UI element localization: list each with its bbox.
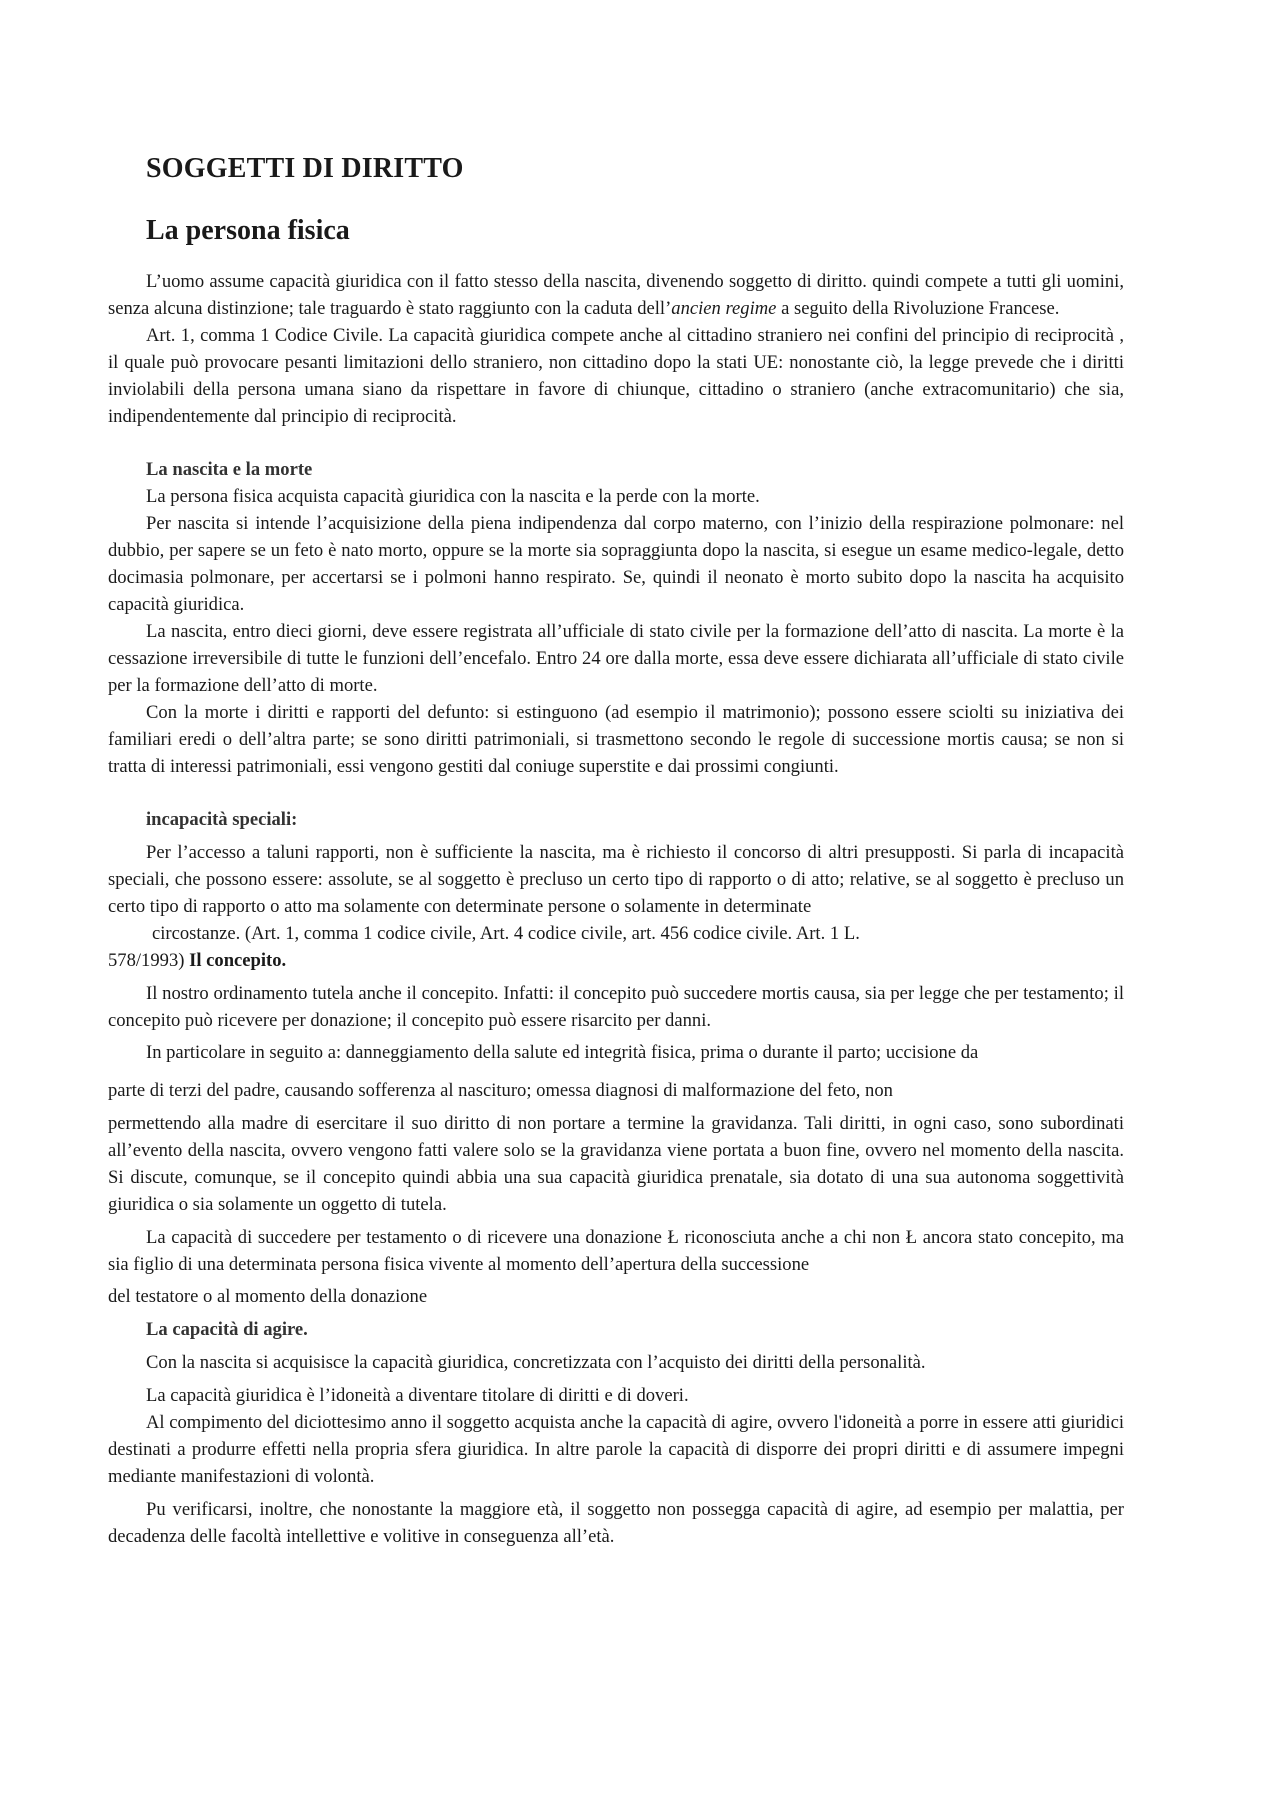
intro-emphasis: ancien regime [671, 298, 777, 319]
section-title: La persona fisica [146, 215, 350, 246]
heading-incapacita: incapacità speciali: [146, 809, 298, 830]
nascita-paragraph-1: La persona fisica acquista capacità giuridica con la nascita e la perde con la morte. [146, 486, 760, 507]
heading-concepito: Il concepito. [189, 950, 287, 971]
heading-nascita: La nascita e la morte [146, 459, 313, 480]
nascita-paragraph-2: Per nascita si intende l’acquisizione della piena indipendenza dal corpo materno, con l’inizio della respirazione polmonare: nel dubbio, per sapere se un feto è nato morto, oppure se la morte sia sopraggiunta dopo la nascita, si esegue un esame medico-legale, detto docimasia polmonare, per accertarsi se i polmoni hanno respirato. Se, quindi il neonato è morto subito dopo la nascita ha acquisito capacità giuridica. [108, 513, 1124, 615]
intro-paragraph-2: Art. 1, comma 1 Codice Civile. La capacità giuridica compete anche al cittadino straniero nei confini del principio di reciprocità , il quale può provocare pesanti limitazioni dello straniero, non cittadino dopo la stati UE: nonostante ciò, la legge prevede che i diritti inviolabili della persona umana siano da rispettare in favore di chiunque, cittadino o straniero (anche extracomunitario) che sia, indipendentemente dal principio di reciprocità. [108, 325, 1124, 427]
concepito-paragraph-1: Il nostro ordinamento tutela anche il concepito. Infatti: il concepito può succedere mortis causa, sia per legge che per testamento; il concepito può ricevere per donazione; il concepito può essere risarcito per danni. [108, 983, 1124, 1031]
agire-paragraph-1: Con la nascita si acquisisce la capacità giuridica, concretizzata con l’acquisto dei diritti della personalità. [146, 1352, 926, 1373]
concepito-line-1: In particolare in seguito a: danneggiamento della salute ed integrità fisica, prima o durante il parto; uccisione da [146, 1042, 979, 1063]
intro-text-a: L’uomo assume capacità giuridica con il fatto stesso della nascita, divenendo soggetto di diritto. quindi compete a tutti gli uomini, senza alcuna distinzione; tale traguardo è stato raggiunto con la caduta dell’ [108, 271, 1124, 319]
concepito-paragraph-3-last: del testatore o al momento della donazione [108, 1286, 428, 1307]
document-title: SOGGETTI DI DIRITTO [146, 153, 464, 184]
intro-text-b: a seguito della Rivoluzione Francese. [776, 298, 1060, 319]
incapacita-line-2 [108, 947, 1124, 974]
agire-paragraph-3: Al compimento del diciottesimo anno il soggetto acquista anche la capacità di agire, ovvero l'idoneità a porre in essere atti giuridici destinati a produrre effetti nella propria sfera giuridica. In altre parole la capacità di disporre dei propri diritti e di assumere impegni mediante manifestazioni di volontà. [108, 1412, 1124, 1487]
incapacita-paragraph-1: Per l’accesso a taluni rapporti, non è sufficiente la nascita, ma è richiesto il concorso di altri presupposti. Si parla di incapacità speciali, che possono essere: assolute, se al soggetto è precluso un certo tipo di rapporto o di atto; relative, se al soggetto è precluso un certo tipo di rapporto o atto ma solamente con determinate persone o solamente in determinate [108, 842, 1124, 917]
nascita-paragraph-4: Con la morte i diritti e rapporti del defunto: si estinguono (ad esempio il matrimonio); possono essere sciolti su iniziativa dei familiari eredi o dell’altra parte; se sono diritti patrimoniali, si trasmettono secondo le regole di successione mortis causa; se non si tratta di interessi patrimoniali, essi vengono gestiti dal coniuge superstite e dai prossimi congiunti. [108, 702, 1124, 777]
incapacita-line-1: circostanze. (Art. 1, comma 1 codice civile, Art. 4 codice civile, art. 456 codice civile. Art. 1 L. [152, 923, 860, 944]
agire-paragraph-2: La capacità giuridica è l’idoneità a diventare titolare di diritti e di doveri. [146, 1385, 689, 1406]
concepito-paragraph-2-rest: permettendo alla madre di esercitare il suo diritto di non portare a termine la gravidanza. Tali diritti, in ogni caso, sono subordinati all’evento della nascita, ovvero vengono fatti valere solo se la gravidanza viene portata a buon fine, ovvero nel momento della nascita. Si discute, comunque, se il concepito quindi abbia una sua capacità giuridica prenatale, sia dotato di una sua autonoma soggettività giuridica o sia solamente un oggetto di tutela. [108, 1113, 1124, 1215]
document-page [108, 150, 1124, 1550]
law-reference: 578/1993) [108, 950, 185, 971]
concepito-line-2: parte di terzi del padre, causando sofferenza al nascituro; omessa diagnosi di malformazione del feto, non [108, 1080, 893, 1101]
agire-paragraph-4: Pu verificarsi, inoltre, che nonostante la maggiore età, il soggetto non possegga capacità di agire, ad esempio per malattia, per decadenza delle facoltà intellettive e volitive in conseguenza all’età. [108, 1499, 1124, 1547]
concepito-paragraph-3: La capacità di succedere per testamento o di ricevere una donazione Ł riconosciuta anche a chi non Ł ancora stato concepito, ma sia figlio di una determinata persona fisica vivente al momento dell’apertura della successione [108, 1227, 1124, 1275]
intro-paragraph-1 [108, 268, 1124, 322]
nascita-paragraph-3: La nascita, entro dieci giorni, deve essere registrata all’ufficiale di stato civile per la formazione dell’atto di nascita. La morte è la cessazione irreversibile di tutte le funzioni dell’encefalo. Entro 24 ore dalla morte, essa deve essere dichiarata all’ufficiale di stato civile per la formazione dell’atto di morte. [108, 621, 1124, 696]
heading-agire: La capacità di agire. [146, 1319, 308, 1340]
